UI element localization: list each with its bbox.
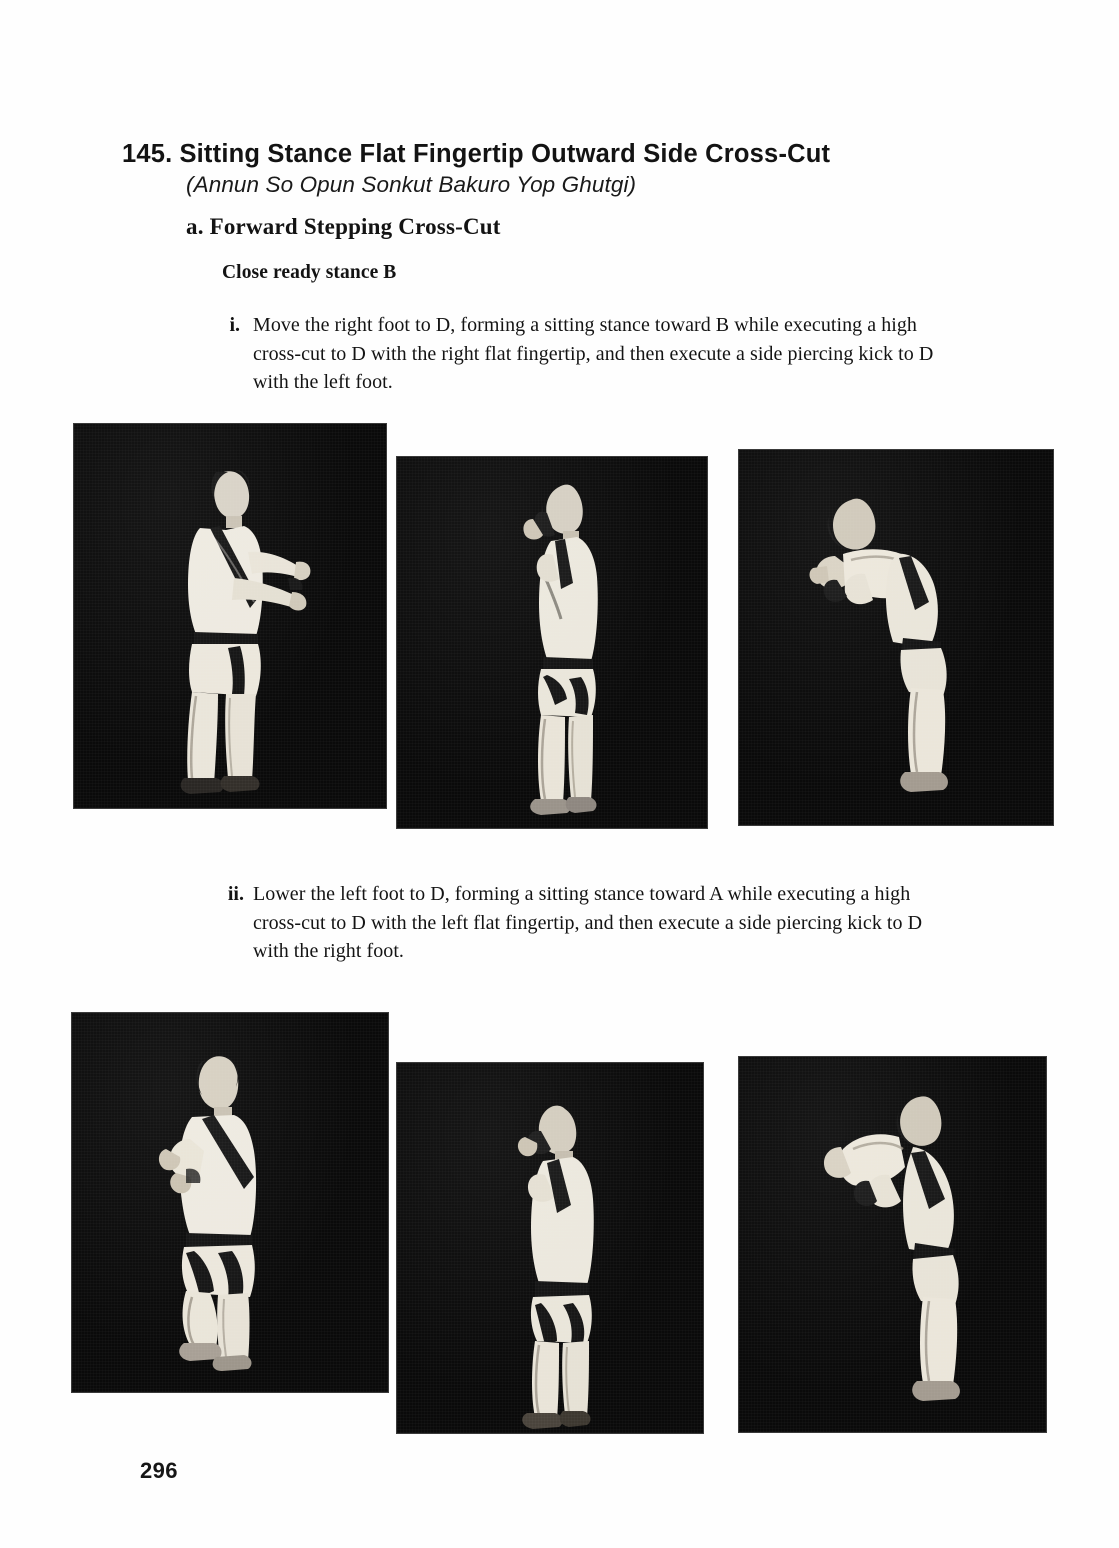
page-number: 296 (140, 1458, 178, 1483)
section-heading (122, 140, 1002, 198)
section-number: 145. (122, 140, 173, 168)
photo-plate (74, 424, 386, 808)
figure-sitting-stance-ready (170, 466, 330, 796)
step-marker: i. (229, 314, 240, 336)
ready-stance-label: Close ready stance B (222, 262, 397, 283)
step-text: Move the right foot to D, forming a sitting stance toward B while executing a high cross-cut to D with the right flat fingertip, and then execute a side piercing kick to D with the left foot. (253, 314, 934, 393)
step-instruction-i (222, 311, 962, 397)
subsection-heading: a. Forward Stepping Cross-Cut (186, 214, 501, 239)
figure-high-cross-cut-left (507, 1101, 637, 1419)
section-title-line (122, 140, 1002, 169)
figure-side-piercing-kick (807, 482, 997, 802)
page-title: Sitting Stance Flat Fingertip Outward Side Cross-Cut (179, 140, 831, 168)
photo-plate (739, 1057, 1046, 1432)
section-korean-name: (Annun So Opun Sonkut Bakuro Yop Ghutgi) (186, 172, 637, 197)
figure-sitting-stance-left (156, 1053, 316, 1371)
photo-plate (72, 1013, 388, 1392)
photo-plate (397, 457, 707, 828)
step-text: Lower the left foot to D, forming a sitting stance toward A while executing a high cross-cut to D with the left flat fingertip, and then execute a side piercing kick to D with the right foot. (253, 883, 923, 962)
step-instruction-ii (222, 880, 962, 966)
photo-plate (397, 1063, 703, 1433)
photo-plate (739, 450, 1053, 825)
figure-high-cross-cut (513, 479, 643, 815)
figure-side-piercing-kick-right (813, 1091, 1003, 1411)
step-marker: ii. (227, 883, 244, 905)
